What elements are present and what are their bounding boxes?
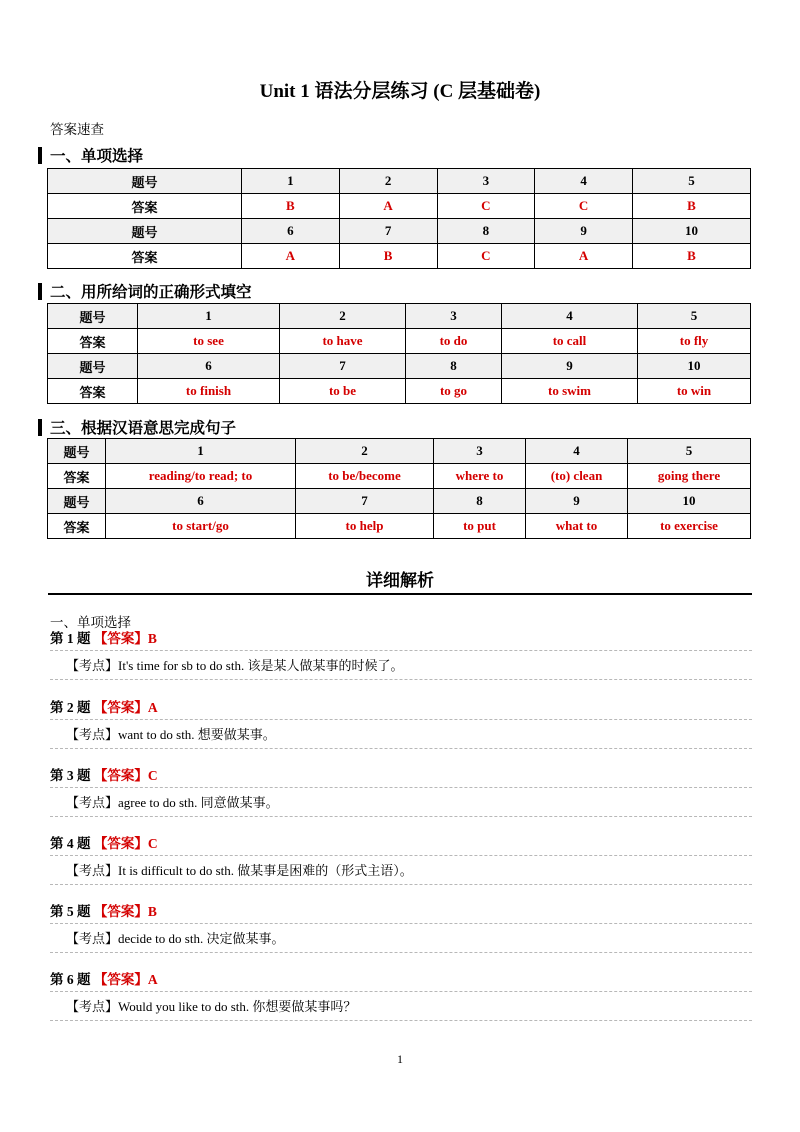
question-label: 第 6 题 bbox=[50, 972, 91, 987]
table-row bbox=[48, 354, 751, 379]
question-heading-6 bbox=[50, 968, 158, 988]
section-heading-text: 三、根据汉语意思完成句子 bbox=[50, 420, 237, 437]
table-cell: 4 bbox=[535, 169, 633, 194]
table-cell: to call bbox=[502, 329, 638, 354]
table-cell: what to bbox=[526, 514, 628, 539]
detail-title: 详细解析 bbox=[366, 571, 434, 590]
table-cell: to be bbox=[280, 379, 406, 404]
table-cell: B bbox=[242, 194, 340, 219]
question-label: 第 4 题 bbox=[50, 836, 91, 851]
section-heading-3 bbox=[38, 416, 236, 438]
table-cell: to win bbox=[638, 379, 751, 404]
answer-tag: 【答案】 bbox=[93, 904, 148, 919]
table-cell: C bbox=[437, 194, 535, 219]
section-marker bbox=[38, 419, 42, 436]
table-cell: 5 bbox=[628, 439, 751, 464]
table-cell: B bbox=[339, 244, 437, 269]
table-cell: 8 bbox=[434, 489, 526, 514]
table-cell: to go bbox=[406, 379, 502, 404]
page-title: Unit 1 语法分层练习 (C 层基础卷) bbox=[259, 81, 541, 102]
table-cell: to be/become bbox=[296, 464, 434, 489]
table-cell: to put bbox=[434, 514, 526, 539]
row-label: 答案 bbox=[48, 514, 106, 539]
answer-table-1 bbox=[47, 168, 751, 269]
answer-tag: 【答案】 bbox=[93, 972, 148, 987]
table-cell: (to) clean bbox=[526, 464, 628, 489]
table-row bbox=[48, 244, 751, 269]
table-cell: 7 bbox=[296, 489, 434, 514]
table-cell: 7 bbox=[339, 219, 437, 244]
table-cell: 1 bbox=[138, 304, 280, 329]
answer-tag: 【答案】 bbox=[93, 836, 148, 851]
table-cell: 6 bbox=[242, 219, 340, 244]
table-cell: 9 bbox=[526, 489, 628, 514]
table-cell: 8 bbox=[437, 219, 535, 244]
table-cell: 3 bbox=[406, 304, 502, 329]
table-cell: A bbox=[339, 194, 437, 219]
question-heading-4 bbox=[50, 832, 158, 852]
answer-value: B bbox=[147, 904, 157, 919]
table-cell: A bbox=[242, 244, 340, 269]
table-cell: 1 bbox=[106, 439, 296, 464]
table-cell: 2 bbox=[280, 304, 406, 329]
table-cell: 2 bbox=[296, 439, 434, 464]
row-label: 题号 bbox=[48, 354, 138, 379]
table-cell: to start/go bbox=[106, 514, 296, 539]
table-cell: 3 bbox=[437, 169, 535, 194]
section-marker bbox=[38, 147, 42, 164]
table-row bbox=[48, 514, 751, 539]
table-cell: 1 bbox=[242, 169, 340, 194]
row-label: 题号 bbox=[48, 304, 138, 329]
table-cell: 10 bbox=[628, 489, 751, 514]
table-row bbox=[48, 169, 751, 194]
section-heading-text: 二、用所给词的正确形式填空 bbox=[50, 284, 252, 301]
row-label: 答案 bbox=[48, 379, 138, 404]
table-cell: where to bbox=[434, 464, 526, 489]
table-cell: to finish bbox=[138, 379, 280, 404]
table-cell: 6 bbox=[106, 489, 296, 514]
section-heading-text: 一、单项选择 bbox=[50, 148, 144, 165]
knowledge-point-6: 【考点】Would you like to do sth. 你想要做某事吗？ bbox=[50, 991, 752, 1021]
table-row bbox=[48, 304, 751, 329]
divider bbox=[48, 593, 752, 595]
table-cell: reading/to read; to bbox=[106, 464, 296, 489]
table-cell: 6 bbox=[138, 354, 280, 379]
table-cell: to do bbox=[406, 329, 502, 354]
table-cell: 3 bbox=[434, 439, 526, 464]
answer-tag: 【答案】 bbox=[93, 700, 148, 715]
table-cell: A bbox=[535, 244, 633, 269]
answer-tag: 【答案】 bbox=[93, 631, 148, 646]
table-cell: C bbox=[535, 194, 633, 219]
knowledge-point-1: 【考点】It's time for sb to do sth. 该是某人做某事的时候了。 bbox=[50, 650, 752, 680]
row-label: 答案 bbox=[48, 329, 138, 354]
question-label: 第 3 题 bbox=[50, 768, 91, 783]
table-cell: 7 bbox=[280, 354, 406, 379]
answer-value: A bbox=[147, 972, 158, 987]
question-heading-5 bbox=[50, 900, 157, 920]
table-cell: 10 bbox=[633, 219, 751, 244]
table-cell: 5 bbox=[633, 169, 751, 194]
table-row bbox=[48, 329, 751, 354]
question-heading-2 bbox=[50, 696, 158, 716]
table-cell: to help bbox=[296, 514, 434, 539]
table-cell: B bbox=[633, 194, 751, 219]
table-row bbox=[48, 489, 751, 514]
answer-table-3 bbox=[47, 438, 751, 539]
table-cell: 9 bbox=[502, 354, 638, 379]
row-label: 答案 bbox=[48, 244, 242, 269]
row-label: 题号 bbox=[48, 489, 106, 514]
section-heading-2 bbox=[38, 280, 252, 302]
row-label: 答案 bbox=[48, 464, 106, 489]
table-row bbox=[48, 439, 751, 464]
answer-value: A bbox=[147, 700, 158, 715]
page-number: 1 bbox=[397, 1052, 403, 1066]
table-cell: 9 bbox=[535, 219, 633, 244]
question-label: 第 2 题 bbox=[50, 700, 91, 715]
table-cell: 8 bbox=[406, 354, 502, 379]
table-cell: B bbox=[633, 244, 751, 269]
question-label: 第 5 题 bbox=[50, 904, 91, 919]
knowledge-point-3: 【考点】agree to do sth. 同意做某事。 bbox=[50, 787, 752, 817]
table-row bbox=[48, 464, 751, 489]
table-cell: 5 bbox=[638, 304, 751, 329]
table-cell: going there bbox=[628, 464, 751, 489]
table-row bbox=[48, 379, 751, 404]
answer-tag: 【答案】 bbox=[93, 768, 148, 783]
row-label: 题号 bbox=[48, 439, 106, 464]
section-heading-1 bbox=[38, 144, 143, 166]
answer-value: B bbox=[147, 631, 157, 646]
knowledge-point-5: 【考点】decide to do sth. 决定做某事。 bbox=[50, 923, 752, 953]
knowledge-point-2: 【考点】want to do sth. 想要做某事。 bbox=[50, 719, 752, 749]
answer-value: C bbox=[147, 836, 158, 851]
section-marker bbox=[38, 283, 42, 300]
table-cell: C bbox=[437, 244, 535, 269]
question-heading-1 bbox=[50, 627, 157, 647]
table-cell: to fly bbox=[638, 329, 751, 354]
table-cell: to swim bbox=[502, 379, 638, 404]
detail-subsection: 一、单项选择 bbox=[50, 615, 131, 630]
table-row bbox=[48, 219, 751, 244]
answer-table-2 bbox=[47, 303, 751, 404]
knowledge-point-4: 【考点】It is difficult to do sth. 做某事是困难的（形式主语）。 bbox=[50, 855, 752, 885]
row-label: 题号 bbox=[48, 219, 242, 244]
table-cell: 4 bbox=[526, 439, 628, 464]
table-cell: 10 bbox=[638, 354, 751, 379]
table-row bbox=[48, 194, 751, 219]
row-label: 题号 bbox=[48, 169, 242, 194]
table-cell: to exercise bbox=[628, 514, 751, 539]
row-label: 答案 bbox=[48, 194, 242, 219]
table-cell: to see bbox=[138, 329, 280, 354]
answer-value: C bbox=[147, 768, 158, 783]
quick-answers-label: 答案速查 bbox=[50, 122, 104, 137]
question-heading-3 bbox=[50, 764, 158, 784]
question-label: 第 1 题 bbox=[50, 631, 91, 646]
table-cell: to have bbox=[280, 329, 406, 354]
table-cell: 2 bbox=[339, 169, 437, 194]
table-cell: 4 bbox=[502, 304, 638, 329]
